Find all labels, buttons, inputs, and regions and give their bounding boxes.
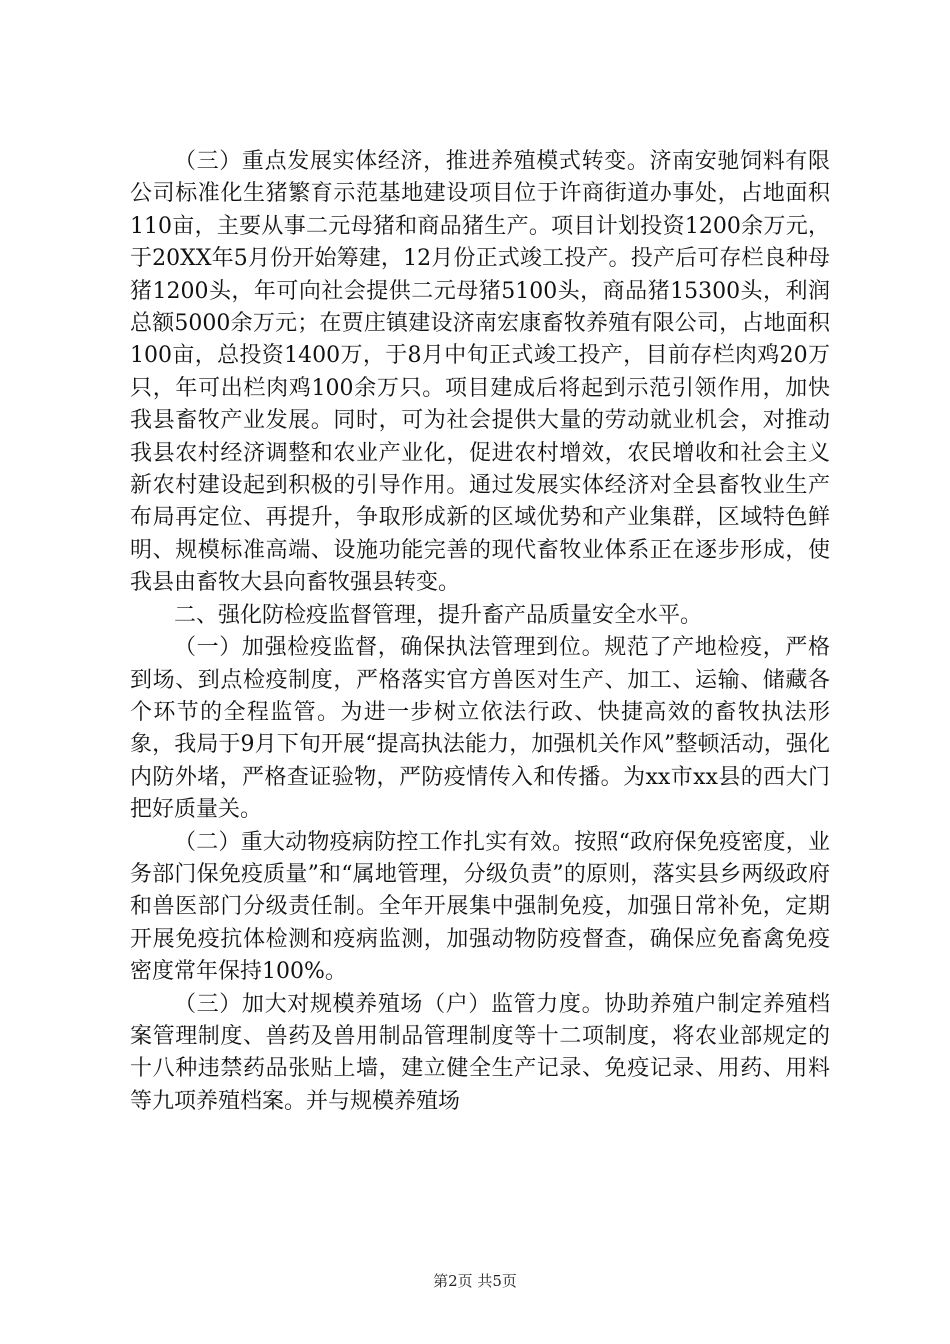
page-number-footer: 第2页 共5页 xyxy=(433,1272,517,1290)
paragraph-section-2-2-epidemic-control: （二）重大动物疫病防控工作扎实有效。按照“政府保免疫密度，业务部门保免疫质量”和“属地管理，分级负责”的原则，落实县乡两级政府和兽医部门分级责任制。全年开展集中强制免疫，加强日常补免，定期开展免疫抗体检测和疫病监测，加强动物防疫督查，确保应免畜禽免疫密度常年保持100%。 xyxy=(130,829,830,985)
document-body xyxy=(130,146,830,1118)
paragraph-section-2-3-farm-supervision: （三）加大对规模养殖场（户）监管力度。协助养殖户制定养殖档案管理制度、兽药及兽用制品管理制度等十二项制度，将农业部规定的十八种违禁药品张贴上墙，建立健全生产记录、免疫记录、用药、用料等九项养殖档案。并与规模养殖场 xyxy=(130,991,830,1114)
paragraph-section-3-entity-economy: （三）重点发展实体经济，推进养殖模式转变。济南安驰饲料有限公司标准化生猪繁育示范基地建设项目位于许商街道办事处，占地面积110亩，主要从事二元母猪和商品猪生产。项目计划投资1200余万元，于20XX年5月份开始筹建，12月份正式竣工投产。投产后可存栏良种母猪1200头，年可向社会提供二元母猪5100头，商品猪15300头，利润总额5000余万元；在贾庄镇建设济南宏康畜牧养殖有限公司，占地面积100亩，总投资1400万，于8月中旬正式竣工投产，目前存栏肉鸡20万只，年可出栏肉鸡100余万只。项目建成后将起到示范引领作用，加快我县畜牧产业发展。同时，可为社会提供大量的劳动就业机会，对推动我县农村经济调整和农业产业化，促进农村增效，农民增收和社会主义新农村建设起到积极的引导作用。通过发展实体经济对全县畜牧业生产布局再定位、再提升，争取形成新的区域优势和产业集群，区域特色鲜明、规模标准高端、设施功能完善的现代畜牧业体系正在逐步形成，使我县由畜牧大县向畜牧强县转变。 xyxy=(130,149,830,596)
heading-section-2: 二、强化防检疫监督管理，提升畜产品质量安全水平。 xyxy=(174,602,703,628)
paragraph-section-2-1-inspection: （一）加强检疫监督，确保执法管理到位。规范了产地检疫，严格到场、到点检疫制度，严格落实官方兽医对生产、加工、运输、储藏各个环节的全程监管。为进一步树立依法行政、快捷高效的畜牧执法形象，我局于9月下旬开展“提高执法能力，加强机关作风”整顿活动，强化内防外堵，严格查证验物，严防疫情传入和传播。为xx市xx县的西大门把好质量关。 xyxy=(130,635,830,823)
